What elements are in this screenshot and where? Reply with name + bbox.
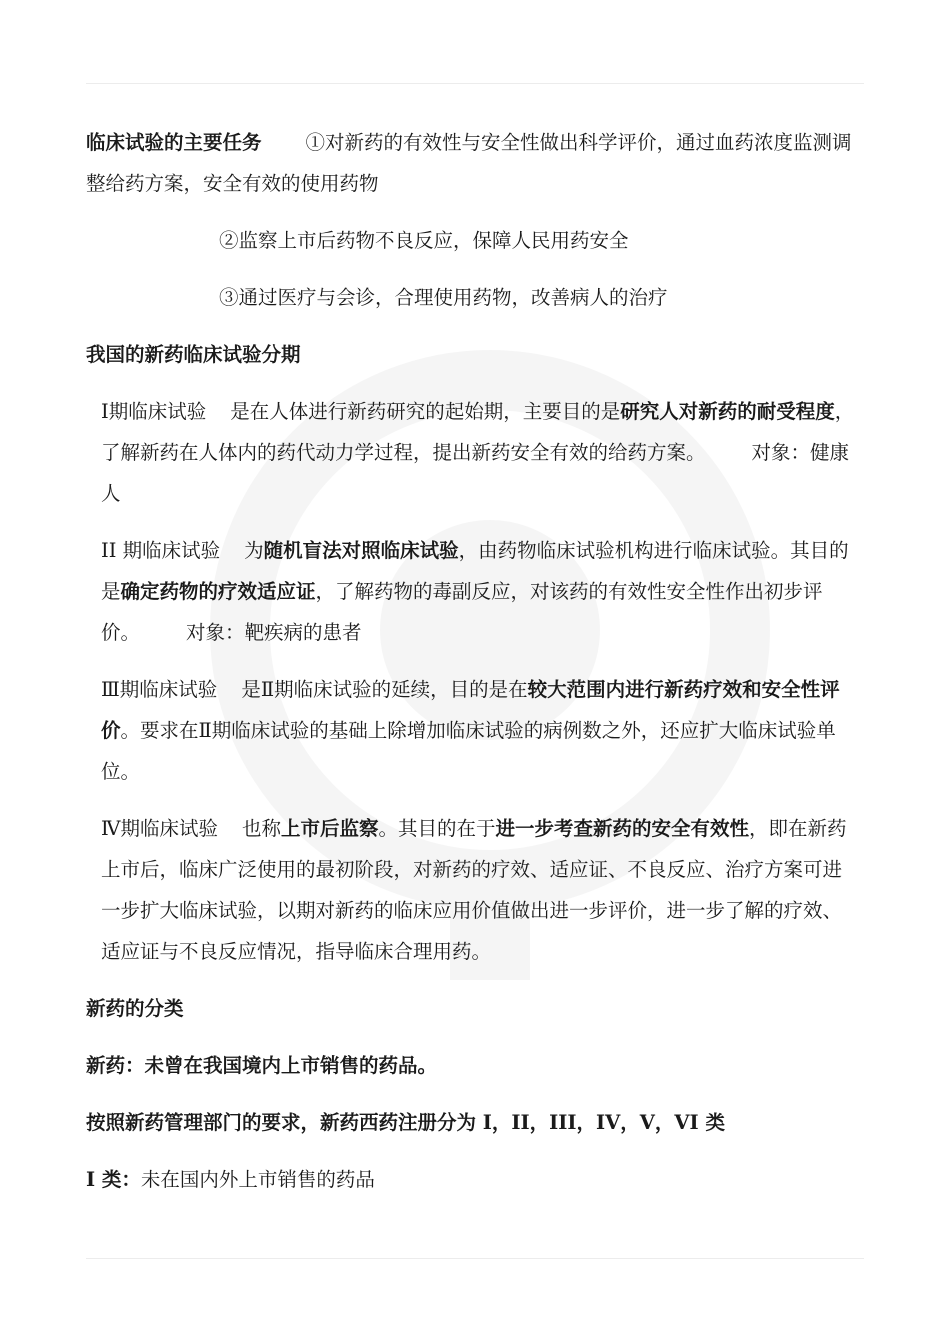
phase-2-bold: 确定药物的疗效适应证 bbox=[120, 580, 316, 603]
phase-1-target: 对象：健康人 bbox=[101, 441, 850, 505]
task-item-2: ②监察上市后药物不良反应，保障人民用药安全 bbox=[219, 229, 629, 252]
class-1-text: 未在国内外上市销售的药品 bbox=[140, 1168, 375, 1191]
phase-4-bold-0: 上市后监察 bbox=[281, 817, 379, 840]
classification-heading bbox=[86, 988, 858, 1029]
phase-2-text-a: ，由药物临床试验机构进行临床试验。其目的是 bbox=[101, 539, 849, 603]
task-item-3: ③通过医疗与会诊，合理使用药物，改善病人的治疗 bbox=[219, 286, 668, 309]
phase-3-text-a: 是Ⅱ期临床试验的延续，目的是在 bbox=[241, 678, 528, 701]
phase-3-bold: 较大范围内进行新药疗效和安全性评价 bbox=[101, 678, 840, 742]
classification-heading-text: 新药的分类 bbox=[86, 997, 184, 1020]
phase-1-text-b: ，了解新药在人体内的药代动力学过程，提出新药安全有效的给药方案。 bbox=[101, 400, 855, 464]
phase-4-text-b: ，即在新药上市后，临床广泛使用的最初阶段，对新药的疗效、适应证、不良反应、治疗方案可进一步扩大临床试验，以期对新药的临床应用价值做出进一步评价，进一步了解的疗效、适应证与不良反应情况，指导临床合理用药。 bbox=[101, 817, 847, 963]
phase-1-name: Ⅰ期临床试验 bbox=[101, 400, 207, 423]
footer-divider bbox=[86, 1258, 864, 1259]
class-1-label: I 类： bbox=[86, 1168, 141, 1191]
phase-3-paragraph bbox=[86, 669, 858, 792]
phase-4-text-a: 。其目的在于 bbox=[378, 817, 496, 840]
phase-4-text-0: 也称 bbox=[241, 817, 281, 840]
phase-1-text-a: 是在人体进行新药研究的起始期，主要目的是 bbox=[230, 400, 621, 423]
phase-2-text-0: 为 bbox=[244, 539, 264, 562]
phase-2-target: 对象：靶疾病的患者 bbox=[186, 621, 362, 644]
phase-3-name: Ⅲ期临床试验 bbox=[101, 678, 218, 701]
class-1-item bbox=[86, 1159, 858, 1200]
registration-classes-text: 按照新药管理部门的要求，新药西药注册分为 I，II，III，IV，V，VI 类 bbox=[86, 1111, 725, 1134]
phase-2-text-b: ，了解药物的毒副反应，对该药的有效性安全性作出初步评价。 bbox=[101, 580, 823, 644]
phases-heading bbox=[86, 334, 858, 375]
phase-1-bold: 研究人对新药的耐受程度 bbox=[620, 400, 835, 423]
phases-heading-text: 我国的新药临床试验分期 bbox=[86, 343, 301, 366]
document-body bbox=[86, 122, 858, 1200]
tasks-paragraph bbox=[86, 122, 858, 204]
phase-2-paragraph bbox=[86, 530, 858, 653]
tasks-heading: 临床试验的主要任务 bbox=[86, 131, 262, 154]
new-drug-definition-text: 新药：未曾在我国境内上市销售的药品。 bbox=[86, 1054, 438, 1077]
phase-4-name: Ⅳ期临床试验 bbox=[101, 817, 218, 840]
phase-4-bold: 进一步考查新药的安全有效性 bbox=[495, 817, 750, 840]
phase-4-paragraph bbox=[86, 808, 858, 972]
phase-2-bold-0: 随机盲法对照临床试验 bbox=[263, 539, 459, 562]
phase-3-text-b: 。要求在Ⅱ期临床试验的基础上除增加临床试验的病例数之外，还应扩大临床试验单位。 bbox=[101, 719, 836, 783]
header-divider bbox=[86, 83, 864, 84]
task-item-1: ①对新药的有效性与安全性做出科学评价，通过血药浓度监测调整给药方案，安全有效的使用药物 bbox=[86, 131, 852, 195]
phase-1-paragraph bbox=[86, 391, 858, 514]
new-drug-definition bbox=[86, 1045, 858, 1086]
registration-classes bbox=[86, 1102, 858, 1143]
phase-2-name: II 期临床试验 bbox=[101, 539, 221, 562]
